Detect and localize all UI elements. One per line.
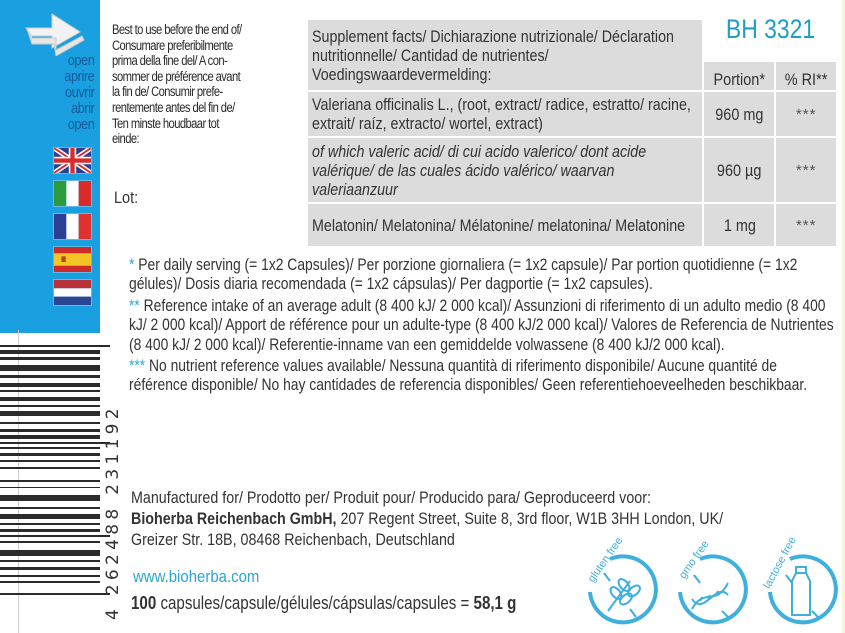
open-instructions [64,53,94,133]
column-header-portion: Portion* [704,62,774,90]
best-before-line: prima della fine del/ A con- [112,53,228,69]
nutrient-name: Valeriana officinalis L., (root, extract/ radice, estratto/ racine, extrait/ raíz, extracto/ wortel, extract) [308,92,702,136]
footnote-reference-intake: ** Reference intake of an average adult (8 400 kJ/ 2 000 kcal)/ Assunzioni di riferimento di un adulto medio (8 400 kJ/ 2 000 kcal)/ Apport de référence pour un adulte-type (8 400 kJ/2 000 kcal)/ Valores de Referencia de Nutrientes (8 400 kJ/ 2 000 kcal)/ Referentie-inname van een gemiddelde volwassene (8 400 kJ/2 000 kcal). [129,296,834,354]
lactose-free-badge [760,537,840,629]
nutrient-name: of which valeric acid/ di cui acido valerico/ dont acide valérique/ de las cuales ácido valérico/ waarvan valeriaanzuur [308,138,702,202]
nutrient-portion: 960 µg [704,138,774,202]
open-word: abrir [70,100,94,117]
open-arrow-icon [22,6,94,56]
website-link[interactable]: www.bioherba.com [133,567,260,586]
uk-flag-icon [54,148,91,173]
capsule-count: 100 [131,593,157,613]
product-code: BH 3321 [704,20,836,60]
footnote-no-reference: *** No nutrient reference values available/ Nessuna quantità di riferimento disponibile/ Aucune quantité de référence disponible/ No hay cantidades de referencia disponibles/ Geen referentiehoeveelheden beschikbaar. [129,357,808,395]
package-contents: 100 capsules/capsule/gélules/cápsulas/capsules = 58,1 g [131,593,517,613]
nutrient-portion: 1 mg [704,204,774,246]
supplement-facts-table [306,14,838,248]
nutrient-name: Melatonin/ Melatonina/ Mélatonine/ melatonina/ Melatonine [308,204,702,246]
nutrient-ri: *** [776,138,836,202]
best-before-line: einde: [112,131,140,147]
lot-label: Lot: [114,188,139,207]
spain-flag-icon [54,247,91,272]
italy-flag-icon [54,181,91,206]
footnote-mark: *** [129,357,146,376]
wheat-icon [580,537,660,629]
dna-icon [670,537,750,629]
france-flag-icon [54,214,91,239]
open-word: aprire [63,68,94,85]
footnote-mark: * [129,256,135,274]
best-before-line: rentemente antes del fin de/ [112,99,235,115]
manufacturer-label: Manufactured for/ Prodotto per/ Produit pour/ Producido para/ Geproduceerd voor: [131,488,651,507]
table-row [308,204,836,246]
footnote-serving: * Per daily serving (= 1x2 Capsules)/ Per porzione giornaliera (= 1x2 capsule)/ Par portion quotidienne (= 1x2 gélules)/ Dosis diaria recomendada (= 1x2 cápsulas)/ Per dagportie (= 1x2 capsules). [129,256,798,294]
company-name: Bioherba Reichenbach GmbH, [131,508,337,528]
netherlands-flag-icon [54,280,91,305]
table-header-row [308,20,836,60]
barcode [0,345,110,630]
column-header-ri: % RI** [776,62,836,90]
milk-bottle-icon [760,537,840,629]
gluten-free-badge [580,537,660,629]
best-before-line: sommer de préférence avant [112,68,241,84]
barcode-number: 4 262488 231192 [103,404,123,620]
open-word: open [67,52,94,69]
table-heading: Supplement facts/ Dichiarazione nutrizionale/ Déclaration nutritionnelle/ Cantidad de nutrientes/ Voedingswaardevermelding: [308,20,702,90]
nutrient-portion: 960 mg [704,92,774,136]
footnote-mark: ** [129,296,140,315]
best-before-line: la fin de/ Consumir prefe- [112,84,223,100]
nutrient-ri: *** [776,92,836,136]
free-from-badges [580,537,840,629]
best-before-line: Best to use before the end of/ [112,22,242,37]
footnotes [129,256,835,398]
open-word: open [67,116,94,133]
gmo-free-badge [670,537,750,629]
svg-text:gluten free: gluten free [585,537,626,585]
language-flags [54,148,92,313]
open-side-panel [0,0,100,333]
best-before-line: Consumare preferibilmente [112,37,233,53]
manufacturer-address: Bioherba Reichenbach GmbH, 207 Regent Street, Suite 8, 3rd floor, W1B 3HH London, UK/ [131,508,724,528]
svg-text:lactose free: lactose free [761,537,799,591]
open-word: ouvrir [64,84,94,101]
best-before-text [112,22,303,147]
nutrient-ri: *** [776,204,836,246]
best-before-line: Ten minste houdbaar tot [112,115,219,131]
manufacturer-address-de: Greizer Str. 18B, 08468 Reichenbach, Deutschland [131,529,455,549]
svg-text:gmo free: gmo free [676,538,712,581]
net-weight: 58,1 g [473,593,517,613]
table-row [308,92,836,136]
table-row [308,138,836,202]
